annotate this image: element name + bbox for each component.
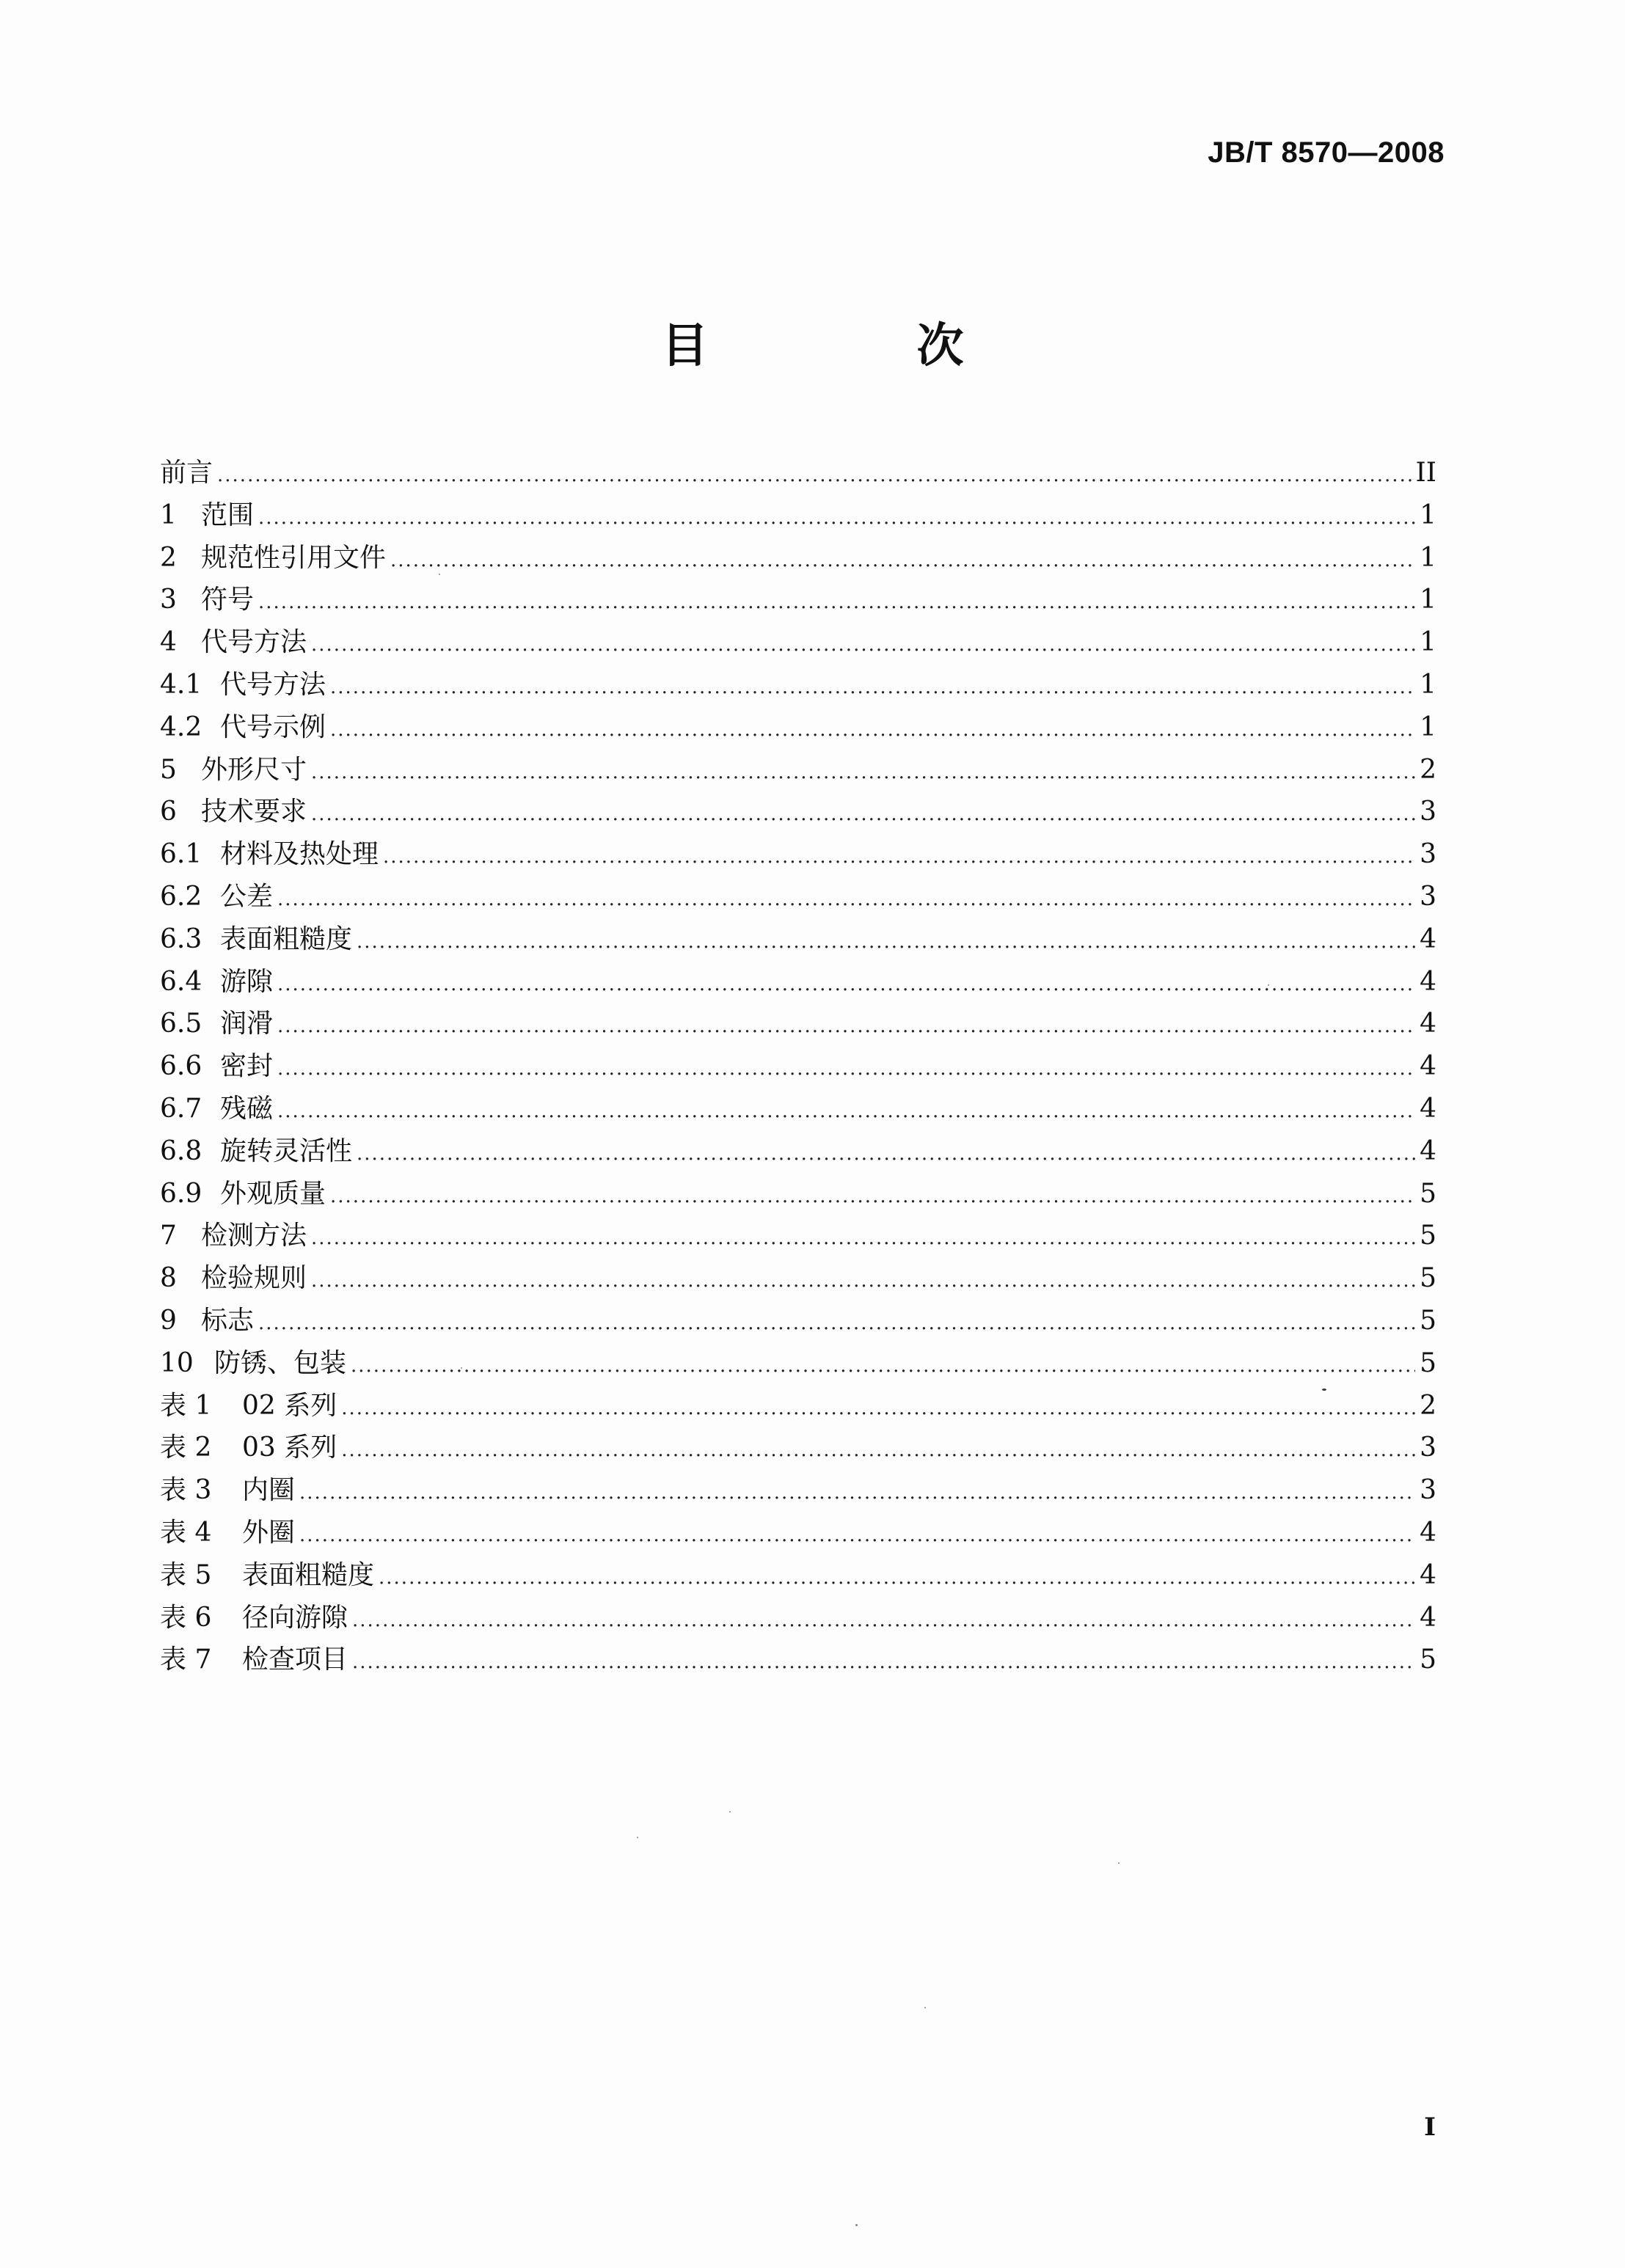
toc-entry-title: 代号示例 — [220, 712, 326, 742]
toc-entry-title: 旋转灵活性 — [220, 1135, 353, 1166]
toc-dot-leader — [299, 1515, 1415, 1557]
toc-entry-number: 5 — [160, 754, 177, 785]
toc-entry-number: 表 5 — [160, 1559, 212, 1590]
toc-entry-title: 游隙 — [220, 966, 274, 997]
toc-entry-page: 1 — [1420, 542, 1436, 573]
scan-speck — [439, 574, 440, 575]
toc-entry-title: 表面粗糙度 — [220, 923, 353, 954]
toc-entry[interactable] — [160, 621, 1436, 664]
toc-entry-title: 内圈 — [242, 1475, 296, 1506]
toc-entry-title: 外圈 — [242, 1517, 296, 1548]
toc-entry-page: 1 — [1420, 627, 1436, 658]
toc-entry[interactable] — [160, 1385, 1436, 1427]
toc-entry-number: 1 — [160, 500, 177, 530]
toc-entry[interactable] — [160, 749, 1436, 791]
toc-entry-number: 4.2 — [160, 712, 202, 742]
toc-entry-title: 密封 — [220, 1051, 274, 1082]
toc-entry-title: 残磁 — [220, 1093, 274, 1124]
toc-entry[interactable] — [160, 537, 1436, 579]
toc-entry-number: 表 7 — [160, 1645, 212, 1675]
toc-entry-number: 3 — [160, 585, 177, 615]
toc-dot-leader — [357, 921, 1415, 964]
toc-entry-page: 3 — [1420, 797, 1436, 827]
toc-entry-page: 4 — [1420, 1009, 1436, 1039]
toc-entry-number: 6.7 — [160, 1093, 202, 1124]
toc-entry-page: 5 — [1420, 1347, 1436, 1378]
toc-entry[interactable] — [160, 1173, 1436, 1215]
toc-dot-leader — [311, 1260, 1415, 1303]
toc-dot-leader — [311, 624, 1415, 667]
toc-entry[interactable] — [160, 1215, 1436, 1257]
toc-entry-title: 防锈、包装 — [214, 1347, 347, 1378]
toc-title: 目 次 — [661, 319, 1045, 373]
toc-entry[interactable] — [160, 1512, 1436, 1554]
toc-entry-page: 3 — [1420, 839, 1436, 870]
toc-entry-title: 检验规则 — [201, 1263, 307, 1294]
toc-entry-page: 1 — [1420, 500, 1436, 530]
toc-entry-number: 4.1 — [160, 669, 202, 700]
toc-entry-page: 5 — [1420, 1221, 1436, 1251]
scan-speck — [461, 1367, 462, 1369]
toc-dot-leader — [299, 1472, 1415, 1515]
toc-entry-page: 5 — [1420, 1305, 1436, 1336]
toc-entry-page: II — [1415, 458, 1436, 488]
toc-entry-number: 表 1 — [160, 1390, 212, 1421]
toc-entry[interactable] — [160, 494, 1436, 537]
toc-entry-number: 7 — [160, 1221, 177, 1251]
toc-entry[interactable] — [160, 1130, 1436, 1173]
toc-entry-number: 6.8 — [160, 1135, 202, 1166]
table-of-contents — [160, 452, 1436, 1681]
toc-dot-leader — [379, 1557, 1415, 1600]
toc-entry-title: 规范性引用文件 — [201, 542, 387, 573]
toc-entry[interactable] — [160, 791, 1436, 833]
toc-entry-page: 4 — [1420, 923, 1436, 954]
toc-entry-title: 03 系列 — [242, 1433, 337, 1463]
scan-speck — [924, 2007, 926, 2008]
toc-dot-leader — [341, 1430, 1415, 1472]
toc-dot-leader — [351, 1345, 1415, 1388]
toc-entry-title: 代号方法 — [201, 627, 307, 658]
toc-entry-number: 表 6 — [160, 1602, 212, 1633]
toc-dot-leader — [311, 752, 1415, 794]
toc-dot-leader — [277, 879, 1415, 921]
toc-entry-number: 4 — [160, 627, 177, 658]
toc-entry-page: 5 — [1420, 1178, 1436, 1209]
toc-entry-number: 8 — [160, 1263, 177, 1294]
toc-entry-page: 3 — [1420, 881, 1436, 912]
toc-entry[interactable] — [160, 1342, 1436, 1385]
toc-entry-number: 6.6 — [160, 1051, 202, 1082]
toc-entry-number: 表 4 — [160, 1517, 212, 1548]
toc-entry-page: 4 — [1420, 1135, 1436, 1166]
toc-entry-number: 6.1 — [160, 839, 202, 870]
toc-entry[interactable] — [160, 1300, 1436, 1342]
toc-entry-number: 6.2 — [160, 881, 202, 912]
toc-dot-leader — [352, 1600, 1415, 1642]
toc-entry-number: 表 3 — [160, 1475, 212, 1506]
toc-entry-title: 外观质量 — [220, 1178, 326, 1209]
toc-dot-leader — [258, 1303, 1415, 1345]
toc-entry-number: 9 — [160, 1305, 177, 1336]
toc-dot-leader — [330, 709, 1415, 752]
toc-dot-leader — [341, 1388, 1415, 1430]
toc-entry[interactable] — [160, 961, 1436, 1003]
scan-speck — [1322, 1389, 1326, 1391]
toc-dot-leader — [258, 497, 1415, 540]
toc-entry-page: 4 — [1420, 1602, 1436, 1633]
toc-entry-title: 外形尺寸 — [201, 754, 307, 785]
toc-entry[interactable] — [160, 452, 1436, 494]
toc-entry[interactable] — [160, 1045, 1436, 1088]
toc-dot-leader — [383, 836, 1415, 879]
toc-entry-title: 02 系列 — [242, 1390, 337, 1421]
toc-dot-leader — [277, 1006, 1415, 1048]
toc-entry-page: 4 — [1420, 1051, 1436, 1082]
toc-entry[interactable] — [160, 1003, 1436, 1045]
toc-entry-number: 6.3 — [160, 923, 202, 954]
toc-entry-page: 5 — [1420, 1645, 1436, 1675]
toc-entry-title: 材料及热处理 — [220, 839, 379, 870]
toc-dot-leader — [357, 1133, 1415, 1176]
toc-entry-page: 4 — [1420, 1559, 1436, 1590]
toc-entry-page: 3 — [1420, 1475, 1436, 1506]
page-number: I — [1424, 2112, 1436, 2142]
toc-entry-title: 润滑 — [220, 1009, 274, 1039]
toc-entry[interactable] — [160, 918, 1436, 961]
toc-entry-page: 4 — [1420, 966, 1436, 997]
scan-speck — [1268, 984, 1269, 986]
toc-entry[interactable] — [160, 1554, 1436, 1597]
toc-entry[interactable] — [160, 1469, 1436, 1512]
toc-entry[interactable] — [160, 1088, 1436, 1130]
toc-entry-page: 4 — [1420, 1093, 1436, 1124]
toc-dot-leader — [390, 540, 1415, 582]
toc-dot-leader — [330, 667, 1415, 709]
toc-entry-number: 表 2 — [160, 1433, 212, 1463]
scan-speck — [637, 1837, 638, 1838]
toc-entry-title: 符号 — [201, 585, 255, 615]
toc-entry[interactable] — [160, 579, 1436, 621]
toc-entry-number: 2 — [160, 542, 177, 573]
scan-speck — [1118, 1862, 1120, 1864]
toc-dot-leader — [258, 582, 1415, 624]
toc-entry-number: 10 — [160, 1347, 194, 1378]
toc-entry-title: 代号方法 — [220, 669, 326, 700]
toc-dot-leader — [277, 1091, 1415, 1133]
toc-entry-title: 公差 — [220, 881, 274, 912]
toc-entry[interactable] — [160, 664, 1436, 706]
toc-entry-title: 检查项目 — [242, 1645, 348, 1675]
toc-entry-title: 径向游隙 — [242, 1602, 348, 1633]
toc-entry-title: 标志 — [201, 1305, 255, 1336]
toc-entry-page: 3 — [1420, 1433, 1436, 1463]
toc-dot-leader — [352, 1642, 1415, 1684]
toc-dot-leader — [277, 964, 1415, 1006]
toc-entry-number: 6 — [160, 797, 177, 827]
toc-entry-title: 检测方法 — [201, 1221, 307, 1251]
toc-entry-number: 6.9 — [160, 1178, 202, 1209]
toc-dot-leader — [330, 1176, 1415, 1218]
toc-entry-page: 1 — [1420, 585, 1436, 615]
toc-entry-title: 前言 — [160, 458, 213, 488]
toc-entry[interactable] — [160, 1597, 1436, 1639]
toc-entry-page: 1 — [1420, 712, 1436, 742]
toc-entry-page: 5 — [1420, 1263, 1436, 1294]
scan-speck — [855, 2224, 858, 2226]
toc-entry-title: 技术要求 — [201, 797, 307, 827]
toc-entry[interactable] — [160, 833, 1436, 876]
toc-entry-number: 6.5 — [160, 1009, 202, 1039]
scan-speck — [729, 1811, 731, 1812]
toc-entry[interactable] — [160, 1639, 1436, 1681]
toc-entry-title: 表面粗糙度 — [242, 1559, 375, 1590]
toc-entry[interactable] — [160, 1427, 1436, 1469]
toc-entry[interactable] — [160, 1257, 1436, 1300]
toc-entry-page: 1 — [1420, 669, 1436, 700]
toc-entry[interactable] — [160, 706, 1436, 749]
toc-dot-leader — [217, 455, 1412, 497]
toc-entry-page: 4 — [1420, 1517, 1436, 1548]
toc-entry-title: 范围 — [201, 500, 255, 530]
toc-dot-leader — [277, 1048, 1415, 1091]
toc-entry[interactable] — [160, 876, 1436, 918]
toc-entry-page: 2 — [1420, 1390, 1436, 1421]
toc-entry-page: 2 — [1420, 754, 1436, 785]
toc-dot-leader — [311, 1218, 1415, 1260]
standard-number: JB/T 8570—2008 — [1208, 136, 1445, 169]
toc-entry-number: 6.4 — [160, 966, 202, 997]
toc-dot-leader — [311, 794, 1415, 836]
